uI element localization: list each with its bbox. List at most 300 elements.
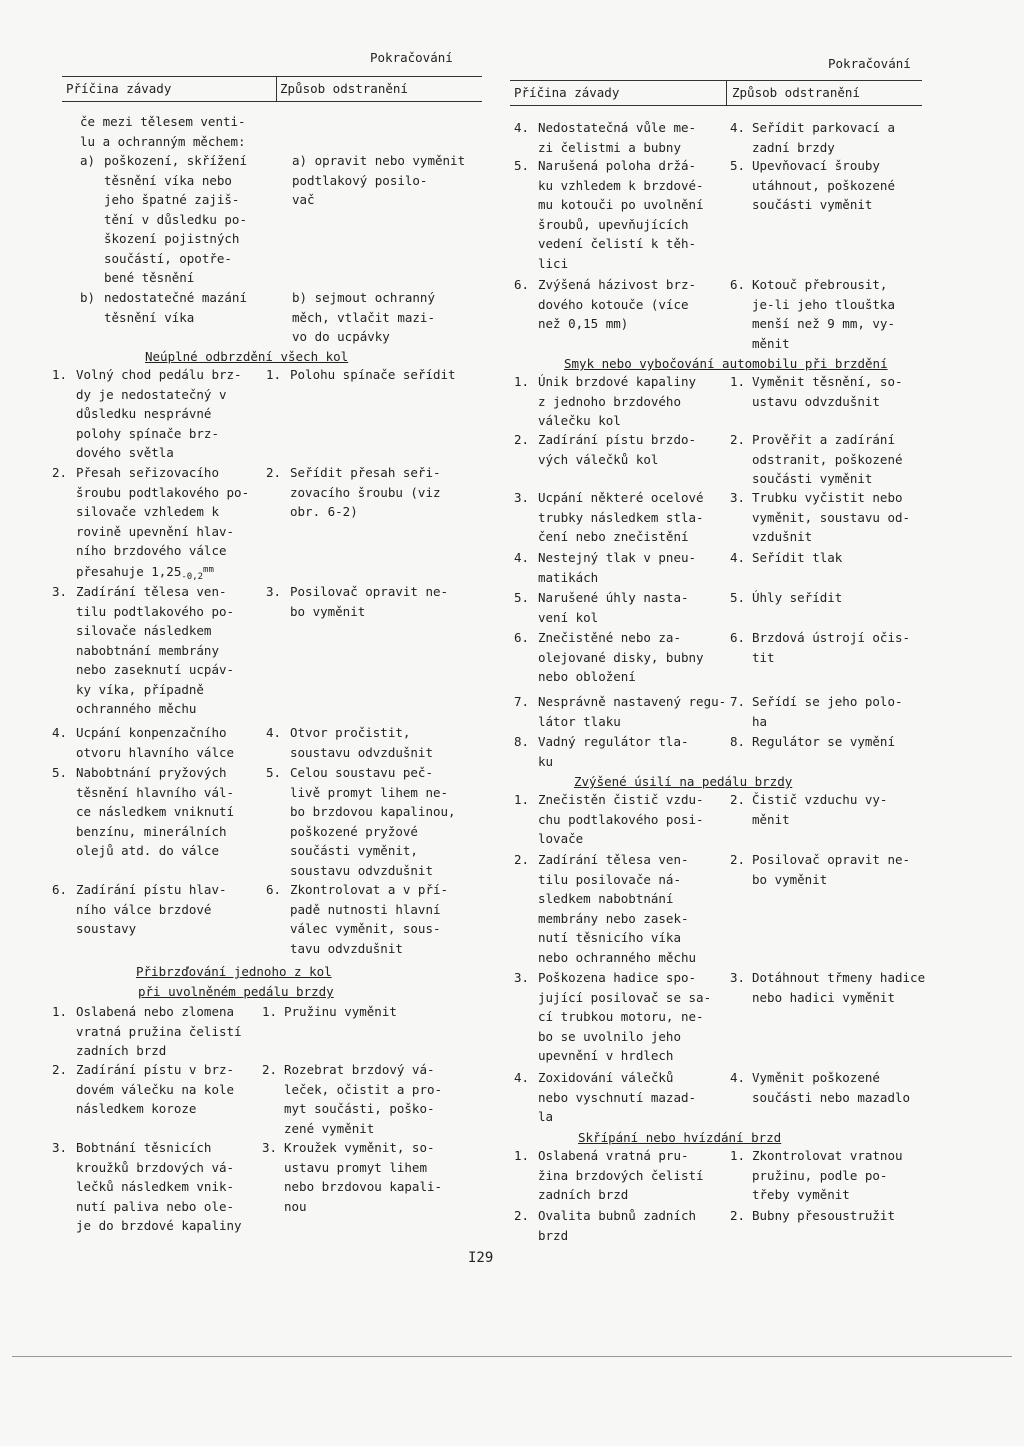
item-cause bbox=[538, 118, 696, 157]
item-cause bbox=[76, 723, 234, 762]
item-cause-line: Znečistěn čistič vzdu- bbox=[538, 792, 704, 807]
item-number: 5. bbox=[514, 158, 530, 173]
intro-b-cause-line: těsnění víka bbox=[104, 309, 195, 325]
item-remedy-line: Trubku vyčistit nebo bbox=[752, 490, 903, 505]
item-cause-line: nebo vyschnutí mazad- bbox=[538, 1089, 697, 1105]
section-heading: Skřípání nebo hvízdání brzd bbox=[578, 1130, 782, 1145]
item-cause-line: dovém válečku na kole bbox=[76, 1081, 235, 1097]
item-remedy-line: Posilovač opravit ne- bbox=[290, 584, 449, 599]
item-remedy-line: měnit bbox=[752, 811, 790, 827]
item-number: 8. bbox=[514, 734, 530, 749]
remedy-number: 7. bbox=[730, 694, 746, 709]
item-cause-line: olejované disky, bubny bbox=[538, 649, 704, 665]
item-cause-line: nebo ochranného měchu bbox=[538, 949, 697, 965]
item-remedy-line: je-li jeho tlouštka bbox=[752, 296, 895, 312]
section-heading: při uvolněném pedálu brzdy bbox=[138, 984, 334, 999]
item-remedy-line: ustavu promyt lihem bbox=[284, 1159, 427, 1175]
item-cause-line: Volný chod pedálu brz- bbox=[76, 367, 242, 382]
item-remedy-line: nebo hadici vyměnit bbox=[752, 989, 895, 1005]
item-cause-line: Narušené úhly nasta- bbox=[538, 590, 689, 605]
tolerance-value: přesahuje 1,25 bbox=[76, 563, 182, 579]
item-number: 4. bbox=[514, 120, 530, 135]
section-heading: Smyk nebo vybočování automobilu při brzdění bbox=[564, 356, 888, 371]
intro-a-remedy-line: podtlakový posilo- bbox=[292, 172, 428, 188]
item-cause-line: ku vzhledem k brzdové- bbox=[538, 177, 704, 193]
item-cause-line: chu podtlakového posi- bbox=[538, 811, 704, 827]
item-remedy-line: Prověřit a zadírání bbox=[752, 432, 895, 447]
remedy-number: 3. bbox=[266, 584, 282, 599]
item-remedy-line: zovacího šroubu (viz bbox=[290, 484, 441, 500]
item-cause-line: Narušená poloha držá- bbox=[538, 158, 697, 173]
item-remedy-line: Upevňovací šrouby bbox=[752, 158, 880, 173]
item-remedy-line: ha bbox=[752, 713, 768, 729]
item-cause bbox=[538, 488, 704, 547]
intro-a-remedy-line: vač bbox=[292, 192, 315, 207]
item-cause-line: vení kol bbox=[538, 609, 599, 625]
item-remedy-line: Pružinu vyměnit bbox=[284, 1004, 397, 1019]
item-remedy bbox=[752, 156, 895, 215]
item-remedy bbox=[284, 1002, 397, 1022]
item-cause-line: Nedostatečná vůle me- bbox=[538, 120, 697, 135]
remedy-number: 2. bbox=[730, 792, 746, 807]
item-cause-line: ce následkem vniknutí bbox=[76, 804, 235, 819]
remedy-number: 3. bbox=[730, 970, 746, 985]
item-cause-line: vých válečků kol bbox=[538, 451, 659, 467]
item-number: 3. bbox=[514, 490, 530, 505]
item-cause-line: ního válce brzdové bbox=[76, 901, 212, 917]
item-cause bbox=[538, 968, 711, 1066]
item-cause-line: olejů atd. do válce bbox=[76, 843, 219, 858]
item-number: 2. bbox=[514, 852, 530, 867]
item-cause bbox=[538, 1146, 704, 1205]
item-cause-line: silovače následkem bbox=[76, 623, 212, 638]
item-remedy-line: tit bbox=[752, 649, 775, 665]
remedy-number: 6. bbox=[730, 630, 746, 645]
item-cause-line: nebo zaseknutí ucpáv- bbox=[76, 662, 235, 677]
page-number: I29 bbox=[468, 1250, 494, 1266]
item-cause-line: následkem koroze bbox=[76, 1101, 197, 1116]
item-cause-line: kroužků brzdových vá- bbox=[76, 1159, 235, 1175]
remedy-number: 5. bbox=[266, 765, 282, 780]
item-cause-line: Zadírání pístu v brz- bbox=[76, 1062, 235, 1077]
item-cause-line: Vadný regulátor tla- bbox=[538, 734, 689, 749]
item-number: 3. bbox=[52, 584, 68, 599]
remedy-number: 1. bbox=[266, 367, 282, 382]
remedy-number: 4. bbox=[266, 725, 282, 740]
left-header-remedy: Způsob odstranění bbox=[280, 81, 408, 96]
item-remedy-line: pružinu, podle po- bbox=[752, 1167, 888, 1183]
item-cause-line: dového světla bbox=[76, 445, 174, 460]
item-number: 2. bbox=[52, 465, 68, 480]
item-remedy-line: Seřídit přesah seři- bbox=[290, 465, 441, 480]
item-cause-line: nebo obložení bbox=[538, 669, 636, 684]
intro-a-label: a) bbox=[80, 153, 96, 168]
item-remedy bbox=[284, 1060, 442, 1138]
item-cause-line: Ovalita bubnů zadních bbox=[538, 1208, 697, 1223]
item-cause-line: Nestejný tlak v pneu- bbox=[538, 550, 697, 565]
item-remedy-line: bo vyměnit bbox=[290, 603, 366, 619]
item-cause bbox=[538, 692, 726, 731]
item-cause-line: tilu posilovače ná- bbox=[538, 871, 681, 887]
item-remedy bbox=[752, 1146, 903, 1205]
item-number: 6. bbox=[514, 630, 530, 645]
item-remedy-line: třeby vyměnit bbox=[752, 1187, 850, 1202]
item-cause-line: zadních brzd bbox=[538, 1187, 629, 1202]
intro-a-cause-line: bené těsnění bbox=[104, 270, 195, 285]
item-cause bbox=[538, 790, 704, 849]
intro-lead-line: lu a ochranným měchem: bbox=[80, 133, 246, 149]
item-remedy-line: utáhnout, poškozené bbox=[752, 177, 895, 193]
item-cause-line: ku bbox=[538, 753, 554, 769]
item-remedy bbox=[752, 275, 895, 353]
item-cause-line: zi čelistmi a bubny bbox=[538, 139, 681, 155]
item-remedy-line: Otvor pročistit, bbox=[290, 725, 411, 740]
item-number: 6. bbox=[52, 882, 68, 897]
section-heading: Neúplné odbrzdění všech kol bbox=[145, 349, 349, 364]
item-cause-line: dy je nedostatečný v bbox=[76, 386, 227, 402]
item-remedy bbox=[752, 732, 895, 752]
item-remedy-line: součásti vyměnit bbox=[752, 471, 873, 486]
item-cause-line: ky víka, případně bbox=[76, 681, 204, 697]
intro-b-remedy-line: vo do ucpávky bbox=[292, 329, 390, 344]
item-remedy bbox=[752, 548, 842, 568]
item-remedy bbox=[752, 790, 887, 829]
item-remedy-line: Celou soustavu peč- bbox=[290, 765, 433, 780]
item-remedy-line: Kotouč přebrousit, bbox=[752, 277, 888, 292]
item-cause-line: žina brzdových čelistí bbox=[538, 1167, 704, 1183]
remedy-number: 2. bbox=[730, 432, 746, 447]
intro-a-remedy bbox=[292, 151, 465, 210]
right-continuation-label: Pokračování bbox=[828, 56, 911, 71]
item-cause-line: rovině upevnění hlav- bbox=[76, 523, 235, 539]
item-cause-line: Zadírání tělesa ven- bbox=[76, 584, 227, 599]
item-cause bbox=[538, 548, 696, 587]
item-cause-line: bo se uvolnilo jeho bbox=[538, 1028, 681, 1044]
item-number: 2. bbox=[514, 432, 530, 447]
item-cause-line: čení nebo znečistění bbox=[538, 529, 689, 544]
remedy-number: 1. bbox=[730, 1148, 746, 1163]
intro-a-cause-line: tění v důsledku po- bbox=[104, 211, 247, 227]
item-cause-line: sledkem nabobtnání bbox=[538, 891, 674, 906]
item-cause-line: trubky následkem stla- bbox=[538, 509, 704, 525]
item-cause-line: lici bbox=[538, 255, 569, 271]
item-remedy-line: livě promyt lihem ne- bbox=[290, 784, 449, 800]
item-number: 3. bbox=[52, 1140, 68, 1155]
item-number: 5. bbox=[52, 765, 68, 780]
item-remedy-line: myt součásti, poško- bbox=[284, 1101, 435, 1116]
item-cause bbox=[538, 1068, 696, 1127]
item-remedy bbox=[290, 365, 456, 385]
item-number: 4. bbox=[514, 550, 530, 565]
item-remedy-line: Seřídit parkovací a bbox=[752, 120, 895, 135]
item-cause-line: dového kotouče (více bbox=[538, 296, 689, 312]
item-cause bbox=[538, 156, 704, 273]
remedy-number: 2. bbox=[262, 1062, 278, 1077]
item-cause-line: membrány nebo zasek- bbox=[538, 910, 689, 926]
item-remedy-line: válec vyměnit, sous- bbox=[290, 921, 441, 936]
item-remedy-line: padě nutnosti hlavní bbox=[290, 901, 441, 917]
item-cause bbox=[538, 628, 704, 687]
item-cause-line: matikách bbox=[538, 569, 599, 585]
item-remedy bbox=[752, 372, 903, 411]
item-cause bbox=[538, 1206, 696, 1245]
item-cause-line: nutí těsnicího víka bbox=[538, 930, 681, 945]
item-cause-line: než 0,15 mm) bbox=[538, 316, 629, 331]
right-header-cause: Příčina závady bbox=[514, 85, 620, 100]
remedy-number: 8. bbox=[730, 734, 746, 749]
item-remedy bbox=[752, 692, 903, 731]
item-cause-line: ního brzdového válce bbox=[76, 543, 227, 558]
item-remedy-line: Regulátor se vymění bbox=[752, 734, 895, 749]
item-cause-line: z jednoho brzdového bbox=[538, 393, 681, 409]
intro-b-remedy-line: b) sejmout ochranný bbox=[292, 290, 435, 305]
section-heading: Přibrzďování jednoho z kol bbox=[136, 964, 332, 979]
item-cause-line: soustavy bbox=[76, 921, 137, 936]
item-cause-line: vedení čelistí k těh- bbox=[538, 236, 697, 251]
item-cause bbox=[538, 588, 689, 627]
item-cause-line: šroubů, upevňujících bbox=[538, 216, 689, 232]
item-cause-line: důsledku nesprávné bbox=[76, 406, 212, 421]
item-cause bbox=[76, 365, 242, 463]
item-cause-line: Oslabená nebo zlomena bbox=[76, 1004, 235, 1019]
item-remedy-line: Bubny přesoustružit bbox=[752, 1208, 895, 1223]
item-cause bbox=[538, 430, 696, 469]
item-cause-line: mu kotouči po uvolnění bbox=[538, 197, 704, 212]
item-remedy-line: součásti vyměnit, bbox=[290, 843, 418, 858]
remedy-number: 3. bbox=[730, 490, 746, 505]
item-remedy bbox=[752, 628, 910, 667]
item-number: 1. bbox=[52, 1004, 68, 1019]
item-cause-line: Nabobtnání pryžových bbox=[76, 765, 227, 780]
remedy-number: 1. bbox=[262, 1004, 278, 1019]
item-cause-line: silovače vzhledem k bbox=[76, 504, 219, 519]
item-remedy bbox=[284, 1138, 442, 1216]
item-cause-line: těsnění hlavního vál- bbox=[76, 784, 235, 800]
item-remedy-line: ustavu odvzdušnit bbox=[752, 393, 880, 409]
tolerance-sub: -0,2 bbox=[181, 571, 204, 582]
item-cause-line: Únik brzdové kapaliny bbox=[538, 374, 697, 389]
right-header-remedy: Způsob odstranění bbox=[732, 85, 860, 100]
item-remedy-line: Zkontrolovat vratnou bbox=[752, 1148, 903, 1163]
item-remedy bbox=[752, 118, 895, 157]
item-cause bbox=[76, 582, 234, 719]
item-number: 1. bbox=[52, 367, 68, 382]
intro-a-cause-line: součástí, opotře- bbox=[104, 250, 232, 266]
item-remedy-line: Polohu spínače seřídit bbox=[290, 367, 456, 382]
remedy-number: 2. bbox=[266, 465, 282, 480]
item-cause-line: je do brzdové kapaliny bbox=[76, 1218, 242, 1233]
item-remedy bbox=[752, 968, 925, 1007]
item-cause bbox=[538, 372, 696, 431]
item-number: 6. bbox=[514, 277, 530, 292]
item-cause bbox=[76, 1138, 242, 1236]
item-cause-line: Oslabená vratná pru- bbox=[538, 1148, 689, 1163]
intro-b-cause bbox=[104, 288, 247, 327]
left-table-header bbox=[62, 76, 482, 102]
item-remedy-line: Úhly seřídit bbox=[752, 590, 843, 605]
item-cause-line: Zoxidování válečků bbox=[538, 1070, 674, 1085]
left-header-cause: Příčina závady bbox=[66, 81, 172, 96]
remedy-number: 4. bbox=[730, 1070, 746, 1085]
item-number: 7. bbox=[514, 694, 530, 709]
item-remedy-line: součásti nebo mazadlo bbox=[752, 1089, 911, 1105]
intro-a-cause-line: jeho špatné zajiš- bbox=[104, 192, 240, 207]
item-remedy-line: odstranit, poškozené bbox=[752, 451, 903, 467]
item-remedy bbox=[290, 763, 456, 880]
item-cause-line: Zvýšená házivost brz- bbox=[538, 277, 697, 292]
intro-lead-line: če mezi tělesem venti- bbox=[80, 114, 246, 129]
item-remedy bbox=[752, 1206, 895, 1226]
left-header-divider bbox=[276, 77, 277, 101]
item-remedy bbox=[290, 723, 433, 762]
item-remedy-line: Zkontrolovat a v pří- bbox=[290, 882, 449, 897]
item-remedy bbox=[752, 1068, 910, 1107]
item-remedy-line: zené vyměnit bbox=[284, 1120, 375, 1136]
remedy-number: 4. bbox=[730, 120, 746, 135]
remedy-number: 2. bbox=[730, 1208, 746, 1223]
item-remedy bbox=[290, 463, 441, 522]
item-cause-line: polohy spínače brz- bbox=[76, 425, 219, 441]
tolerance-unit: mm bbox=[203, 564, 214, 575]
item-cause-line: brzd bbox=[538, 1227, 569, 1243]
item-remedy-line: leček, očistit a pro- bbox=[284, 1081, 443, 1097]
item-remedy-line: Brzdová ústrojí očis- bbox=[752, 630, 911, 645]
item-cause-line: lovače bbox=[538, 831, 584, 846]
item-remedy-line: bo brzdovou kapalinou, bbox=[290, 804, 456, 819]
section-heading: Zvýšené úsilí na pedálu brzdy bbox=[574, 774, 793, 789]
item-number: 2. bbox=[52, 1062, 68, 1077]
item-number: 1. bbox=[514, 792, 530, 807]
item-number: 5. bbox=[514, 590, 530, 605]
item-remedy-line: Dotáhnout třmeny hadice bbox=[752, 970, 926, 985]
item-cause-line: Bobtnání těsnicích bbox=[76, 1140, 212, 1155]
item-remedy-line: soustavu odvzdušnit bbox=[290, 862, 433, 878]
item-remedy-line: vyměnit, soustavu od- bbox=[752, 509, 911, 525]
remedy-number: 2. bbox=[730, 852, 746, 867]
right-header-divider bbox=[726, 81, 727, 105]
item-cause-line: látor tlaku bbox=[538, 713, 621, 729]
intro-a-cause-line: škození pojistných bbox=[104, 231, 240, 246]
remedy-number: 6. bbox=[266, 882, 282, 897]
remedy-number: 5. bbox=[730, 158, 746, 173]
item-remedy-line: Rozebrat brzdový vá- bbox=[284, 1062, 435, 1077]
item-remedy-line: bo vyměnit bbox=[752, 871, 828, 887]
item-cause-line: tilu podtlakového po- bbox=[76, 603, 235, 619]
remedy-number: 3. bbox=[262, 1140, 278, 1155]
item-remedy-line: Posilovač opravit ne- bbox=[752, 852, 911, 867]
bottom-rule bbox=[12, 1356, 1012, 1357]
item-cause-line: Zadírání pístu hlav- bbox=[76, 882, 227, 897]
intro-a-remedy-line: a) opravit nebo vyměnit bbox=[292, 153, 466, 168]
item-remedy-line: měnit bbox=[752, 335, 790, 351]
item-cause-line: nabobtnání membrány bbox=[76, 642, 219, 658]
item-remedy-line: nebo brzdovou kapali- bbox=[284, 1179, 443, 1194]
item-cause bbox=[76, 880, 227, 939]
intro-b-cause-line: nedostatečné mazání bbox=[104, 290, 247, 305]
item-cause-line: ochranného měchu bbox=[76, 701, 197, 716]
item-remedy bbox=[290, 880, 448, 958]
intro-b-remedy bbox=[292, 288, 435, 347]
item-cause-line: cí trubkou motoru, ne- bbox=[538, 1009, 704, 1024]
item-cause-line: válečku kol bbox=[538, 413, 621, 428]
item-remedy-line: vzdušnit bbox=[752, 529, 813, 544]
item-cause-line: la bbox=[538, 1109, 554, 1124]
item-remedy-line: zadní brzdy bbox=[752, 139, 835, 155]
item-cause-line: zadních brzd bbox=[76, 1043, 167, 1058]
item-number: 1. bbox=[514, 1148, 530, 1163]
item-cause-line: Zadírání pístu brzdo- bbox=[538, 432, 697, 447]
remedy-number: 6. bbox=[730, 277, 746, 292]
intro-b-label: b) bbox=[80, 290, 96, 305]
item-cause-line: Poškozena hadice spo- bbox=[538, 970, 697, 985]
item-cause-line: Znečistěné nebo za- bbox=[538, 630, 681, 645]
intro-b-remedy-line: měch, vtlačit mazi- bbox=[292, 309, 435, 325]
right-table-header bbox=[510, 80, 922, 106]
remedy-number: 1. bbox=[730, 374, 746, 389]
item-cause-line: otvoru hlavního válce bbox=[76, 744, 235, 760]
item-cause bbox=[538, 275, 696, 334]
item-cause-line: Nesprávně nastavený regu- bbox=[538, 694, 727, 709]
item-cause bbox=[76, 763, 234, 861]
item-remedy bbox=[290, 582, 448, 621]
item-remedy-line: Čistič vzduchu vy- bbox=[752, 792, 888, 807]
item-cause bbox=[538, 850, 696, 967]
item-cause-line: benzínu, minerálních bbox=[76, 823, 227, 839]
item-remedy-line: nou bbox=[284, 1198, 307, 1214]
item-cause-line: Přesah seřizovacího bbox=[76, 465, 219, 480]
item-remedy-line: Vyměnit těsnění, so- bbox=[752, 374, 903, 389]
item-remedy-line: soustavu odvzdušnit bbox=[290, 744, 433, 760]
item-cause bbox=[76, 463, 249, 587]
item-remedy-line: Seřídí se jeho polo- bbox=[752, 694, 903, 709]
item-remedy-line: tavu odvzdušnit bbox=[290, 940, 403, 956]
item-number: 4. bbox=[514, 1070, 530, 1085]
item-cause-line: Ucpání konpenzačního bbox=[76, 725, 227, 740]
item-cause-line: šroubu podtlakového po- bbox=[76, 484, 250, 500]
item-cause-line: lečků následkem vnik- bbox=[76, 1179, 235, 1194]
item-cause bbox=[76, 1002, 242, 1061]
intro-a-cause bbox=[104, 151, 247, 288]
item-remedy bbox=[752, 430, 903, 489]
item-number: 4. bbox=[52, 725, 68, 740]
item-cause-line: nutí paliva nebo ole- bbox=[76, 1198, 235, 1214]
item-cause-line: jující posilovač se sa- bbox=[538, 989, 712, 1005]
item-remedy-line: obr. 6-2) bbox=[290, 504, 358, 519]
item-remedy bbox=[752, 488, 910, 547]
item-remedy-line: Kroužek vyměnit, so- bbox=[284, 1140, 435, 1155]
item-cause-line: Zadírání tělesa ven- bbox=[538, 852, 689, 867]
left-continuation-label: Pokračování bbox=[370, 50, 453, 65]
item-cause bbox=[76, 1060, 234, 1119]
item-remedy-line: Vyměnit poškozené bbox=[752, 1070, 880, 1085]
item-number: 2. bbox=[514, 1208, 530, 1223]
intro-lead bbox=[80, 112, 246, 151]
item-cause-line: vratná pružina čelistí bbox=[76, 1023, 242, 1039]
item-cause-line: Ucpání některé ocelové bbox=[538, 490, 704, 505]
item-remedy bbox=[752, 588, 842, 608]
item-cause-line: upevnění v hrdlech bbox=[538, 1048, 674, 1063]
item-number: 1. bbox=[514, 374, 530, 389]
item-remedy-line: součásti vyměnit bbox=[752, 197, 873, 212]
item-remedy bbox=[752, 850, 910, 889]
item-remedy-line: Seřídit tlak bbox=[752, 550, 843, 565]
intro-a-cause-line: těsnění víka nebo bbox=[104, 172, 232, 188]
intro-a-cause-line: poškození, skřížení bbox=[104, 153, 247, 168]
item-remedy-line: poškozené pryžové bbox=[290, 823, 418, 839]
item-number: 3. bbox=[514, 970, 530, 985]
remedy-number: 4. bbox=[730, 550, 746, 565]
item-remedy-line: menší než 9 mm, vy- bbox=[752, 316, 895, 331]
